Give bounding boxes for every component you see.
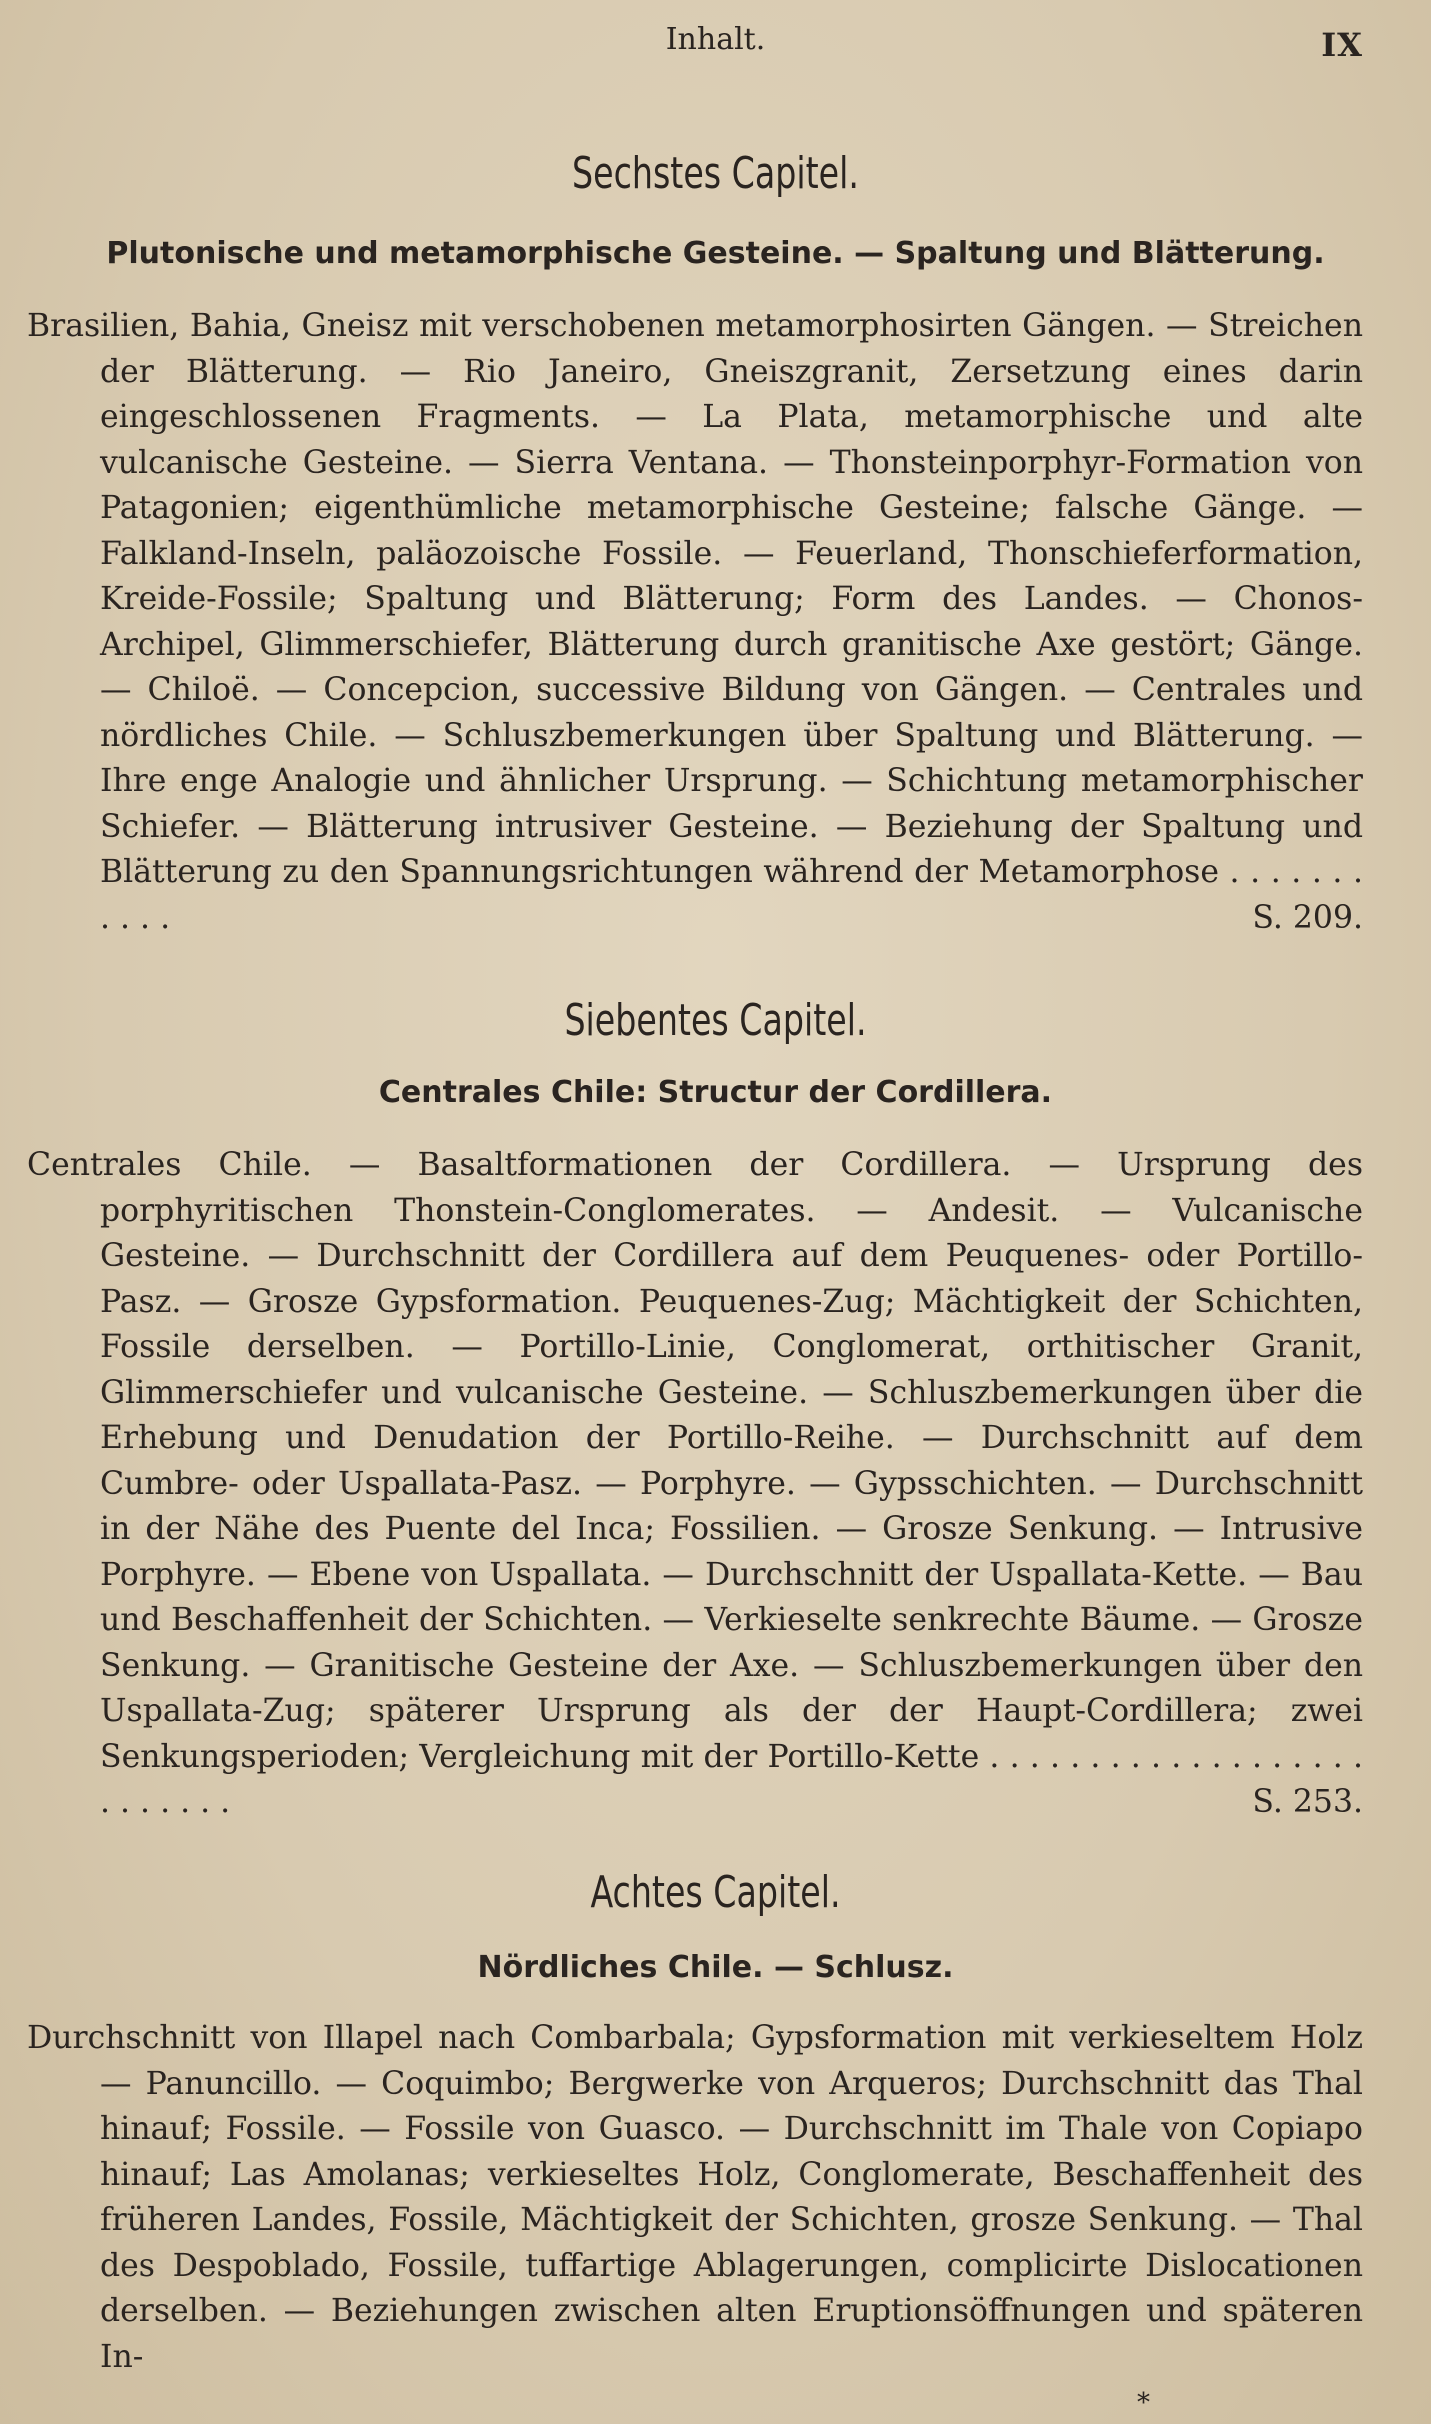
chapter-summary: Centrales Chile. — Basaltformationen der Cordillera. — Ursprung des porphyritischen Thonstein-Conglomerates. — Andesit. — Vulcanische Gesteine. — Durchschnitt der Cordillera auf dem Peuquenes- oder Portillo-Pasz. — Grosze Gypsformation. Peuquenes-Zug; Mächtigkeit der Schichten, Fossile derselben. — Portillo-Linie, Conglomerat, orthitischer Granit, Glimmerschiefer und vulcanische Gesteine. — Schluszbemerkungen über die Erhebung und Denudation der Portillo-Reihe. — Durchschnitt auf dem Cumbre- oder Uspallata-Pasz. — Porphyre. — Gypsschichten. — Durchschnitt in der Nähe des Puente del Inca; Fossilien. — Grosze Senkung. — Intrusive Porphyre. — Ebene von Uspallata. — Durchschnitt der Uspallata-Kette. — Bau und Beschaffenheit der Schichten. — Verkieselte senkrechte Bäume. — Grosze Senkung. — Granitische Gesteine der Axe. — Schluszbemerkungen über den Uspallata-Zug; späterer Ursprung als der der Haupt-Cordillera; zwei Senkungsperioden; Vergleichung mit der Portillo-Kette . . . . . . . . . . . . . . . . . . . . . . . . . . S. 253. [27,1143,1363,1826]
signature-mark: * [1137,2388,1150,2418]
chapter-summary [27,2016,1363,2380]
chapter-title: Sechstes Capitel. [572,148,859,199]
chapter-title: Siebentes Capitel. [564,995,867,1046]
chapter-title: Achtes Capitel. [590,1867,841,1918]
running-title: Inhalt. [665,22,766,57]
summary-text: Brasilien, Bahia, Gneisz mit verschobenen metamorphosirten Gängen. — Streichen der Blätterung. — Rio Janeiro, Gneiszgranit, Zersetzung eines darin eingeschlossenen Fragments. — La Plata, metamorphische und alte vulcanische Gesteine. — Sierra Ventana. — Thonsteinporphyr-Formation von Patagonien; eigenthümliche metamorphische Gesteine; falsche Gänge. — Falkland-Inseln, paläozoische Fossile. — Feuerland, Thonschieferformation, Kreide-Fossile; Spaltung und Blätterung; Form des Landes. — Chonos-Archipel, Glimmerschiefer, Blätterung durch granitische Axe gestört; Gänge. — Chiloë. — Concepcion, successive Bildung von Gängen. — Centrales und nördliches Chile. — Schluszbemerkungen über Spaltung und Blätterung. — Ihre enge Analogie und ähnlicher Ursprung. — Schichtung metamorphischer Schiefer. — Blätterung intrusiver Gesteine. — Beziehung der Spaltung und Blätterung zu den Spannungsrichtungen während der Metamorphose [27,308,1363,890]
page-reference: S. 253. [1252,1784,1363,1820]
chapter-subtitle: Nördliches Chile. — Schlusz. [477,1950,954,1985]
chapter-summary: Brasilien, Bahia, Gneisz mit verschobenen metamorphosirten Gängen. — Streichen der Blätterung. — Rio Janeiro, Gneiszgranit, Zersetzung eines darin eingeschlossenen Fragments. — La Plata, metamorphische und alte vulcanische Gesteine. — Sierra Ventana. — Thonsteinporphyr-Formation von Patagonien; eigenthümliche metamorphische Gesteine; falsche Gänge. — Falkland-Inseln, paläozoische Fossile. — Feuerland, Thonschieferformation, Kreide-Fossile; Spaltung und Blätterung; Form des Landes. — Chonos-Archipel, Glimmerschiefer, Blätterung durch granitische Axe gestört; Gänge. — Chiloë. — Concepcion, successive Bildung von Gängen. — Centrales und nördliches Chile. — Schluszbemerkungen über Spaltung und Blätterung. — Ihre enge Analogie und ähnlicher Ursprung. — Schichtung metamorphischer Schiefer. — Blätterung intrusiver Gesteine. — Beziehung der Spaltung und Blätterung zu den Spannungsrichtungen während der Metamorphose . . . . . . . . . . . S. 209. [27,304,1363,941]
summary-text: Centrales Chile. — Basaltformationen der Cordillera. — Ursprung des porphyritischen Thonstein-Conglomerates. — Andesit. — Vulcanische Gesteine. — Durchschnitt der Cordillera auf dem Peuquenes- oder Portillo-Pasz. — Grosze Gypsformation. Peuquenes-Zug; Mächtigkeit der Schichten, Fossile derselben. — Portillo-Linie, Conglomerat, orthitischer Granit, Glimmerschiefer und vulcanische Gesteine. — Schluszbemerkungen über die Erhebung und Denudation der Portillo-Reihe. — Durchschnitt auf dem Cumbre- oder Uspallata-Pasz. — Porphyre. — Gypsschichten. — Durchschnitt in der Nähe des Puente del Inca; Fossilien. — Grosze Senkung. — Intrusive Porphyre. — Ebene von Uspallata. — Durchschnitt der Uspallata-Kette. — Bau und Beschaffenheit der Schichten. — Verkieselte senkrechte Bäume. — Grosze Senkung. — Granitische Gesteine der Axe. — Schluszbemerkungen über den Uspallata-Zug; späterer Ursprung als der der Haupt-Cordillera; zwei Senkungsperioden; Vergleichung mit der Portillo-Kette [27,1147,1363,1775]
running-header [0,22,1431,72]
page-reference: S. 209. [1252,899,1363,936]
chapter-subtitle: Centrales Chile: Structur der Cordillera. [378,1075,1053,1110]
summary-text: Durchschnitt von Illapel nach Combarbala; Gypsformation mit verkieseltem Holz — Panuncillo. — Coquimbo; Bergwerke von Arqueros; Durchschnitt das Thal hinauf; Fossile. — Fossile von Guasco. — Durchschnitt im Thale von Copiapo hinauf; Las Amolanas; verkieseltes Holz, Conglomerate, Beschaffenheit des früheren Landes, Fossile, Mächtigkeit der Schichten, grosze Senkung. — Thal des Despoblado, Fossile, tuffartige Ablagerungen, complicirte Dislocationen derselben. — Beziehungen zwischen alten Eruptionsöffnungen und späteren In- [27,2020,1363,2375]
page-number: IX [1321,26,1363,64]
chapter-subtitle: Plutonische und metamorphische Gesteine. — Spaltung und Blätterung. [106,236,1325,271]
